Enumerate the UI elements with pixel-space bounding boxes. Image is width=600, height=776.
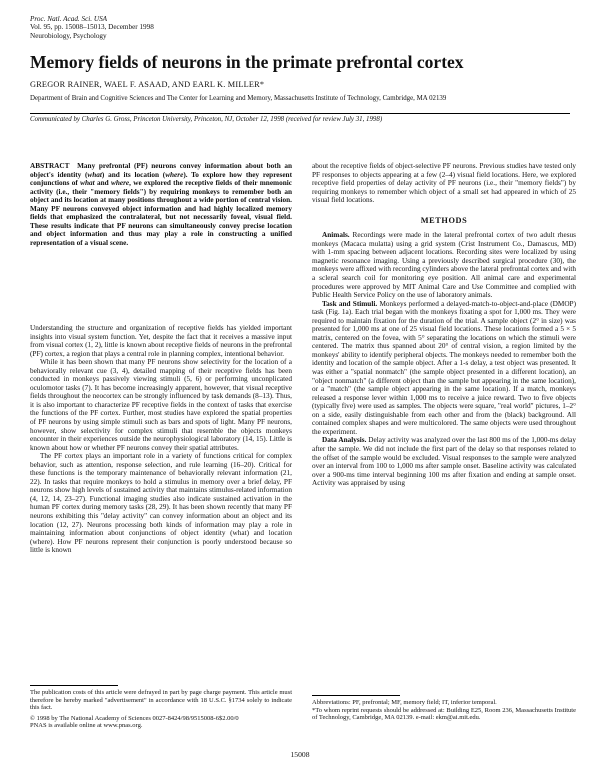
right-column — [312, 162, 576, 488]
reprint-request: *To whom reprint requests should be addressed at: Building E25, Room 236, Massachusetts Institute of Technology, Cambridge, MA 02139. e-mail: ekm@ai.mit.edu. — [312, 706, 576, 722]
abbreviations: Abbreviations: PF, prefrontal; MF, memory field; IT, inferior temporal. — [312, 699, 497, 706]
methods-heading: METHODS — [420, 215, 468, 225]
methods-animals: Animals. Recordings were made in the lateral prefrontal cortex of two adult rhesus monkeys (Macaca mulatta) using a grid system (Crist Instrument Co., Damascus, MD) with 1-mm spacing between adjacent locations. Recording sites were localized by using magnetic resonance imaging. Using a previously described surgical procedure (30), the monkeys were affixed with recording cylinders above the lateral prefrontal cortex and with a scleral search coil for monitoring eye position. All animal care and experimental procedures were approved by MIT Animal Care and Use Committee and complied with Public Health Service Policy on the use of laboratory animals. — [312, 231, 576, 300]
intro-continued: about the receptive fields of object-selective PF neurons. Previous studies have tested only PF responses to objects appearing at a few (2–4) visual field locations. Here, we explored receptive field properties of delay activity of PF neurons (i.e., their "memory fields") by requiring monkeys to remember which object of a small set had appeared in which of 25 visual field locations. — [312, 162, 576, 205]
footnote-divider-left — [30, 685, 118, 686]
methods-data-analysis: Data Analysis. Delay activity was analyzed over the last 800 ms of the 1,000-ms delay after the sample. We did not include the first part of the delay so that responses related to the offset of the sample would be excluded. Visual responses to the sample were analyzed over an interval from 100 to 1,000 ms after sample onset. Baseline activity was calculated over a 900-ms time interval beginning 100 ms after fixation and ending at sample onset. Activity was appraised by using — [312, 436, 576, 488]
journal-section: Neurobiology, Psychology — [30, 31, 107, 40]
publication-note: The publication costs of this article were defrayed in part by page charge payment. This article must therefore be hereby marked "advertisement" in accordance with 18 U.S.C. §1734 solely to indicate this fact. — [30, 689, 292, 712]
pnas-online: PNAS is available online at www.pnas.org. — [30, 722, 143, 730]
authors: GREGOR RAINER, WAEL F. ASAAD, AND EARL K. MILLER* — [30, 80, 265, 89]
introduction — [30, 324, 292, 555]
footnote-right — [312, 699, 576, 722]
abstract-label: ABSTRACT — [30, 162, 70, 170]
intro-paragraph: Understanding the structure and organization of receptive fields has yielded important insights into visual system function. Yet, despite the fact that it receives a massive input from visual cortex (1, 2), little is known about receptive fields of neurons in the prefrontal (PF) cortex, a region that plays a central role in planning complex, intentional behavior. — [30, 324, 292, 358]
journal-header — [30, 15, 154, 40]
copyright: © 1998 by The National Academy of Sciences 0027-8424/98/9515008-6$2.00/0 — [30, 714, 239, 722]
journal-volume: Vol. 95, pp. 15008–15013, December 1998 — [30, 23, 154, 32]
page-number: 15008 — [290, 750, 310, 759]
affiliation: Department of Brain and Cognitive Sciences and The Center for Learning and Memory, Massachusetts Institute of Technology, Cambridge, MA 02139 — [30, 95, 447, 102]
footnote-left — [30, 689, 292, 730]
communicated-by: Communicated by Charles G. Gross, Princeton University, Princeton, NJ, October 12, 1998 (received for review July 31, 1998) — [30, 116, 383, 123]
intro-paragraph: While it has been shown that many PF neurons show selectivity for the location of a behaviorally relevant cue (3, 4), detailed mapping of their receptive fields has been conducted in monkeys passively viewing stimuli (5, 6) or performing unconplicated oculomotor tasks (7). It has become increasingly apparent, however, that visual receptive fields throughout the neocortex can be strongly influenced by task demands (8–13). Thus, it is also important to characterize PF receptive fields in the context of tasks that exercise the functions of the PF cortex. Further, most studies have explored the spatial properties of PF neurons by using simple stimuli such as bars and spots of light. Many PF neurons, however, show selectivity for complex stimuli that resemble the objects monkeys encounter in their experiences outside the neurophysiological laboratory (14, 15). Little is known about how or whether PF neurons convey their spatial attributes. — [30, 358, 292, 452]
intro-paragraph: The PF cortex plays an important role in a variety of functions critical for complex behavior, such as attention, response selection, and rule learning (16–20). Critical for these functions is the temporary maintenance of behaviorally relevant information (21, 22). In tasks that require monkeys to hold a stimulus in memory over a brief delay, PF neurons show high levels of sustained activity that maintains stimulus-related information (4, 12, 14, 23–27). Functional imaging studies also indicate sustained activation in the human PF cortex during memory tasks (28, 29). It has been shown recently that many PF neurons exhibiting this "delay activity" can convey information about an object and its location (12, 27). Neurons processing both kinds of information may play a role in maintaining information about conjunctions of object identity (what) and location (where). How PF neurons represent their conjunction is poorly understood because so little is known — [30, 452, 292, 555]
header-divider — [30, 113, 570, 114]
methods-task: Task and Stimuli. Monkeys performed a delayed-match-to-object-and-place (DMOP) task (Fig. 1a). Each trial began with the monkeys fixating a spot for 1,000 ms. They were required to maintain fixation for the duration of the trial. A sample object (2° in size) was presented for 1,000 ms at one of 25 visual field locations. These locations formed a 5 × 5 matrix, centered on the fovea, with 5° separating the locations on which the stimuli were centered. The matrix thus spanned about 20° of central vision, a region limited by the monkeys' ability to identify peripheral objects. The monkeys needed to remember both the identity and location of the sample object. After a 1-s delay, a test object was presented. It was either a "spatial nonmatch" (the sample object presented in a different location), an "object nonmatch" (a different object than the sample but appearing in the same location), or a "match" (the sample object appearing in the same location). If a match, monkeys released a response lever within 1,000 ms to receive a juice reward. Two to five objects (typically five) were used as samples. The objects were square, "real world" pictures, 1–2° on a side, easily distinguishable from each other and from the (black) background. All contained complex shapes and were multicolored. The same objects were used throughout the experiment. — [312, 299, 577, 436]
journal-name: Proc. Natl. Acad. Sci. USA — [30, 15, 108, 23]
footnote-divider-right — [312, 695, 400, 696]
paper-title: Memory fields of neurons in the primate prefrontal cortex — [30, 52, 464, 72]
abstract: ABSTRACT Many prefrontal (PF) neurons convey information about both an object's identity (what) and its location (where). To explore how they represent conjunctions of what and where, we explored the receptive fields of their mnemonic activity (i.e., their "memory fields") by requiring monkeys to remember both an object and its location at many positions throughout a wide portion of central vision. Many PF neurons conveyed object information and had highly localized memory fields that emphasized the contralateral, but not necessarily foveal, visual field. These results indicate that PF neurons can simultaneously convey precise location and object information and thus may play a role in constructing a unified representation of a visual scene. — [30, 162, 293, 247]
